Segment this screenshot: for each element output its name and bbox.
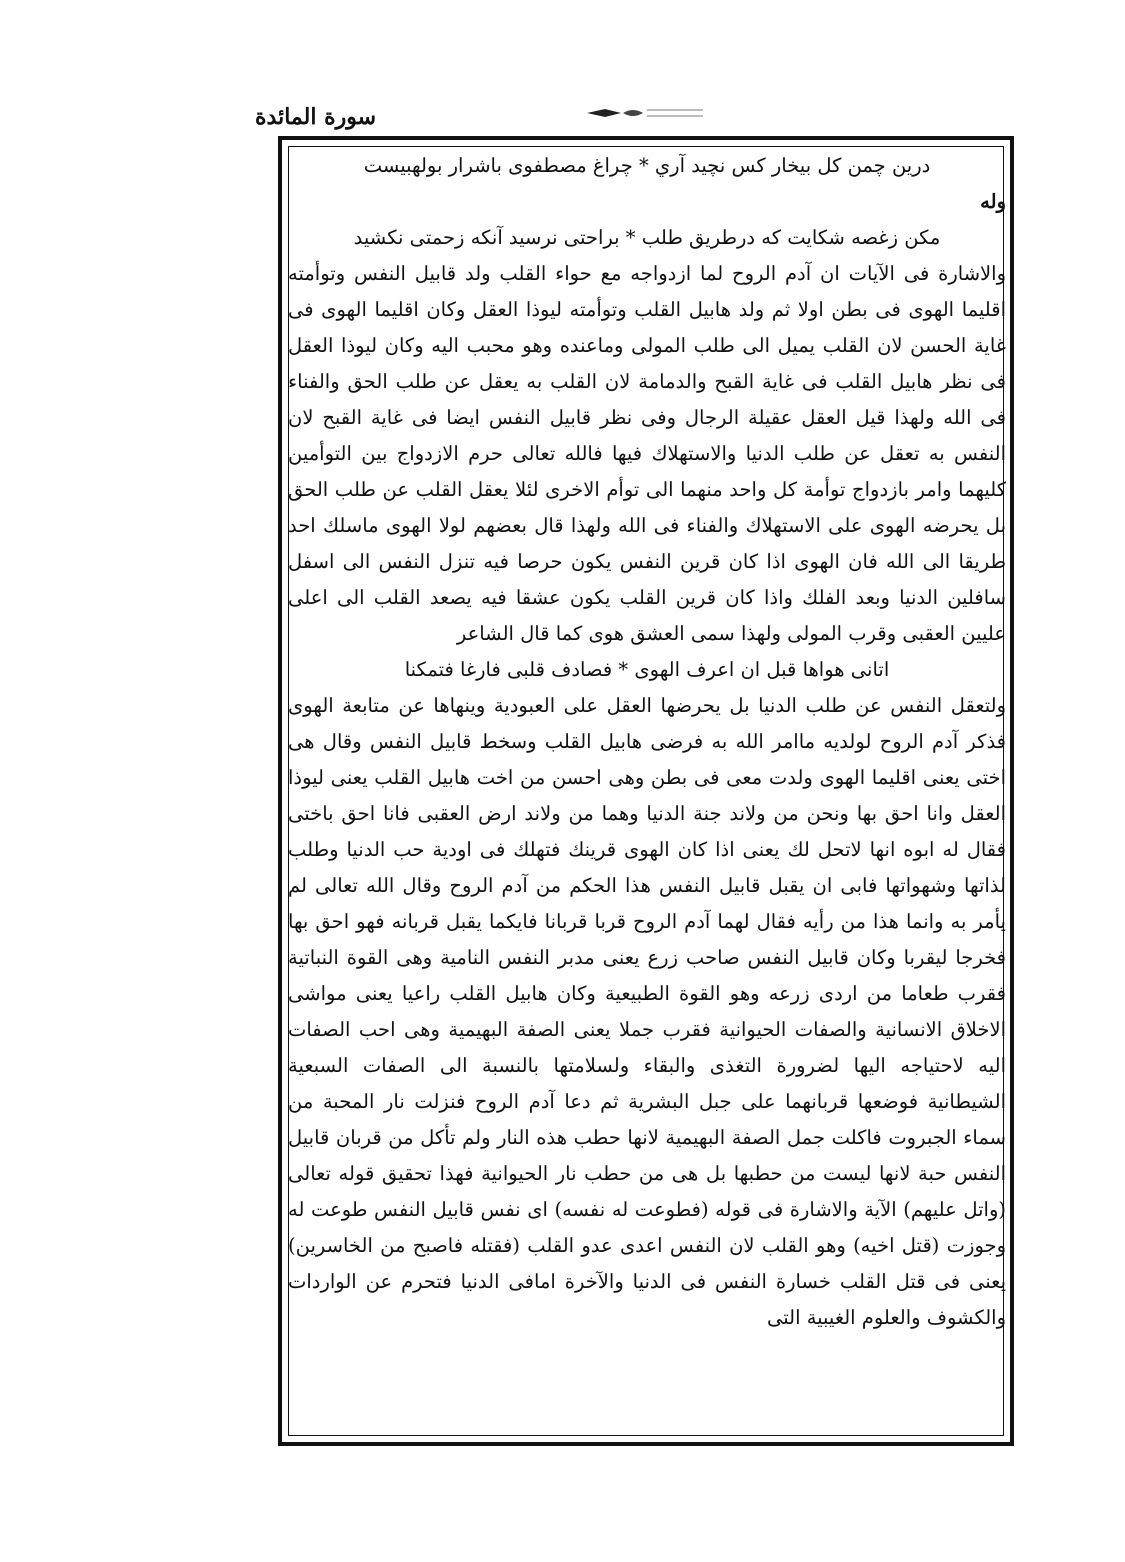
verse-couplet-2: مكن زغصه شكايت كه درطريق طلب * براحتى نرسيد آنكه زحمتى نكشيد bbox=[353, 226, 941, 249]
verse-couplet-3: اتانى هواها قبل ان اعرف الهوى * فصادف قلبى فارغا فتمكنا bbox=[404, 658, 890, 681]
commentary-paragraph-2: ولتعقل النفس عن طلب الدنيا بل يحرضها العقل على العبودية وينهاها عن متابعة الهوى فذكر آدم الروح لولديه ماامر الله به فرضى هابيل القلب وسخط قابيل النفس وقال هى اختى يعنى اقليما الهوى ولدت معى فى بطن وهى احسن من اخت هابيل القلب يعنى ليوذا العقل وانا احق بها ونحن من ولاند جنة الدنيا وهما من ولاند ارض العقبى فانا احق باختى فقال له ابوه انها لاتحل لك يعنى اذا كان الهوى قرينك فتهلك فى اودية حب الدنيا وطلب لذاتها وشهواتها فابى ان يقبل قابيل النفس هذا الحكم من آدم الروح وقال الله تعالى لم يأمر به وانما هذا من رأيه فقال لهما آدم الروح قربا قربانا فايكما يقبل قربانه فهو احق بها فخرجا ليقربا وكان قابيل النفس صاحب زرع يعنى مدبر النفس النامية وهى القوة النباتية فقرب طعاما من اردى زرعه وهو القوة الطبيعية وكان هابيل القلب راعيا يعنى مواشى الاخلاق الانسانية والصفات الحيوانية فقرب جملا يعنى الصفة البهيمية وهى احب الصفات اليه لاحتياجه اليها لضرورة التغذى والبقاء ولسلامتها بالنسبة الى الصفات السبعية الشيطانية فوضعها قربانهما على جبل البشرية ثم دعا آدم الروح فنزلت نار المحبة من سماء الجبروت فاكلت جمل الصفة البهيمية لانها حطب هذه النار ولم تأكل من قربان قابيل النفس حبة لانها ليست من حطبها بل هى من حطب نار الحيوانية فهذا تحقيق قوله تعالى (واتل عليهم) الآية والاشارة فى قوله (فطوعت له نفسه) اى نفس قابيل النفس طوعت له وجوزت (قتل اخيه) وهو القلب لان النفس اعدى عدو القلب (فقتله فاصبح من الخاسرين) يعنى فى قتل القلب خسارة النفس فى الدنيا والآخرة امافى الدنيا فتحرم عن الواردات والكشوف والعلوم الغيبية التى bbox=[288, 694, 1006, 1329]
commentary-paragraph-1: والاشارة فى الآيات ان آدم الروح لما ازدواجه مع حواء القلب ولد قابيل النفس وتوأمته اقليما الهوى فى بطن اولا ثم ولد هابيل القلب وتوأمته ليوذا العقل وكان اقليما الهوى فى غاية الحسن لان القلب يميل الى طلب المولى وماعنده وهو محبب اليه وكان ليوذا العقل فى نظر هابيل القلب فى غاية القبح والدمامة لان القلب به يعقل عن طلب الحق والفناء فى الله ولهذا قيل العقل عقيلة الرجال وفى نظر قابيل النفس ايضا فى غاية القبح لان النفس به تعقل عن طلب الدنيا والاستهلاك فيها فالله تعالى حرم الازدواج بين التوأمين كليهما وامر بازدواج توأمة كل واحد منهما الى توأم الاخرى لئلا يعقل القلب عن طلب الحق بل يحرضه الهوى على الاستهلاك والفناء فى الله ولهذا قال بعضهم لولا الهوى ماسلك احد طريقا الى الله فان الهوى اذا كان قرين النفس يكون حرصا فيه تنزل النفس الى اسفل سافلين الدنيا وبعد الفلك واذا كان قرين القلب يكون عشقا فيه يصعد القلب الى اعلى عليين العقبى وقرب المولى ولهذا سمى العشق هوى كما قال الشاعر bbox=[288, 262, 1006, 645]
page-text bbox=[288, 148, 1006, 1438]
surah-title: سورة المائدة bbox=[255, 104, 377, 130]
header-ornament-icon bbox=[585, 106, 705, 120]
verse-couplet-1: درين چمن كل بيخار كس نچيد آري * چراغ مصطفوى باشرار بولهبيست bbox=[363, 154, 931, 177]
page-header bbox=[255, 100, 1015, 136]
section-heading: وله bbox=[980, 190, 1006, 213]
